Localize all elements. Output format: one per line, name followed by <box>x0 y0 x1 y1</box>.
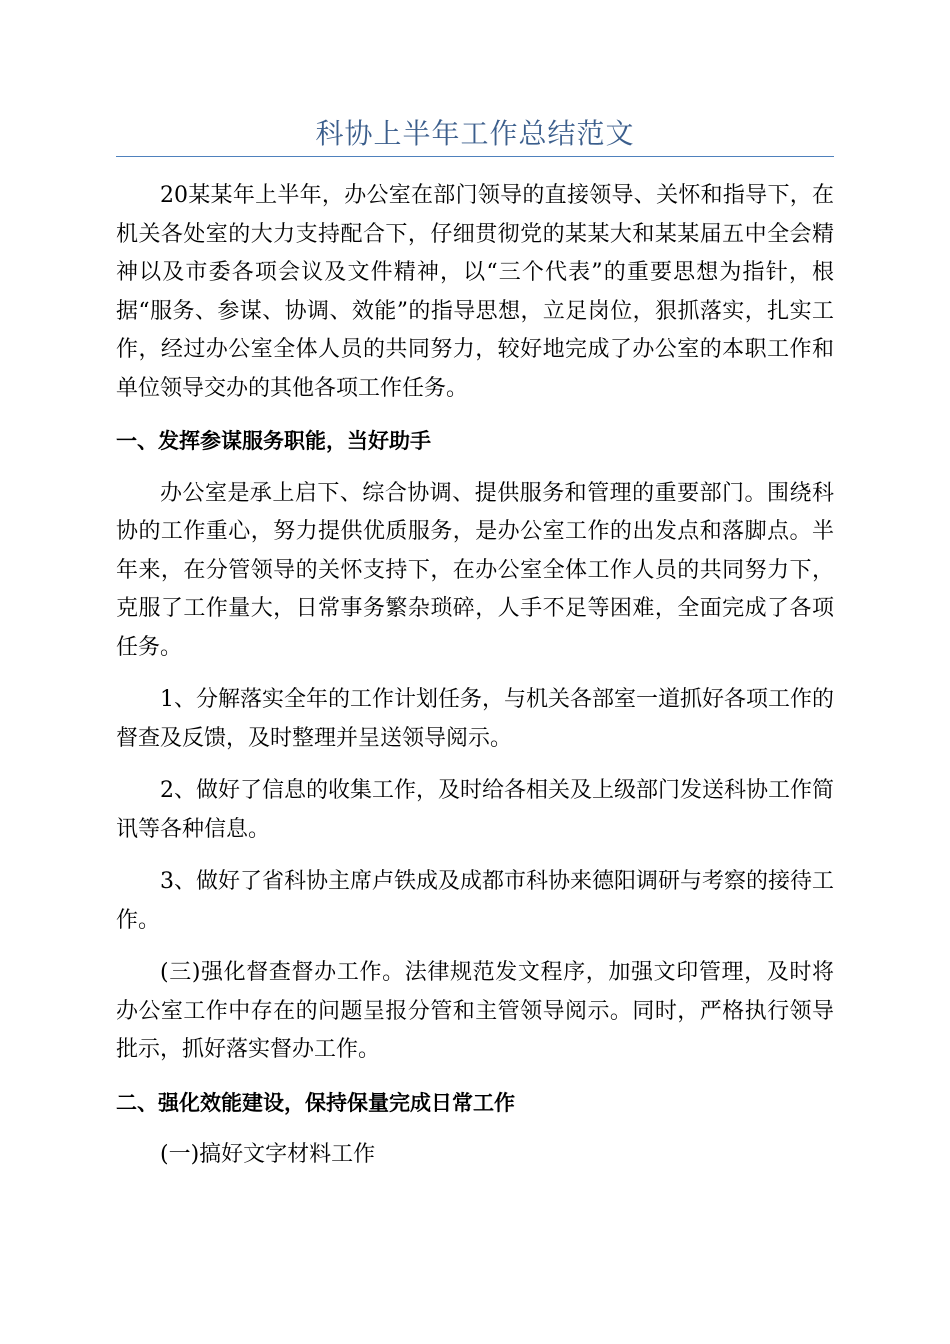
section-heading-1: 一、发挥参谋服务职能，当好助手 <box>116 429 431 453</box>
list-item-3: 3、做好了省科协主席卢铁成及成都市科协来德阳调研与考察的接待工作。 <box>116 869 834 933</box>
paragraph-supervision: (三)强化督查督办工作。法律规范发文程序，加强文印管理，及时将办公室工作中存在的问题呈报分管和主管领导阅示。同时，严格执行领导批示，抓好落实督办工作。 <box>116 960 834 1062</box>
list-item-1: 1、分解落实全年的工作计划任务，与机关各部室一道抓好各项工作的督查及反馈，及时整理并呈送领导阅示。 <box>116 687 834 751</box>
list-item-2: 2、做好了信息的收集工作，及时给各相关及上级部门发送科协工作简讯等各种信息。 <box>116 778 834 842</box>
title-underline <box>116 156 834 157</box>
intro-paragraph: 20某某年上半年，办公室在部门领导的直接领导、关怀和指导下，在机关各处室的大力支持配合下，仔细贯彻党的某某大和某某届五中全会精神以及市委各项会议及文件精神，以“三个代表”的重要思想为指针，根据“服务、参谋、协调、效能”的指导思想，立足岗位，狠抓落实，扎实工作，经过办公室全体人员的共同努力，较好地完成了办公室的本职工作和单位领导交办的其他各项工作任务。 <box>116 183 834 401</box>
document-title: 科协上半年工作总结范文 <box>315 117 635 150</box>
subsection-heading-1: (一)搞好文字材料工作 <box>160 1142 376 1167</box>
paragraph-office-role: 办公室是承上启下、综合协调、提供服务和管理的重要部门。围绕科协的工作重心，努力提供优质服务，是办公室工作的出发点和落脚点。半年来，在分管领导的关怀支持下，在办公室全体工作人员的共同努力下，克服了工作量大，日常事务繁杂琐碎，人手不足等困难，全面完成了各项任务。 <box>116 480 834 660</box>
document-page <box>116 0 834 1175</box>
section-heading-2: 二、强化效能建设，保持保量完成日常工作 <box>116 1090 515 1115</box>
